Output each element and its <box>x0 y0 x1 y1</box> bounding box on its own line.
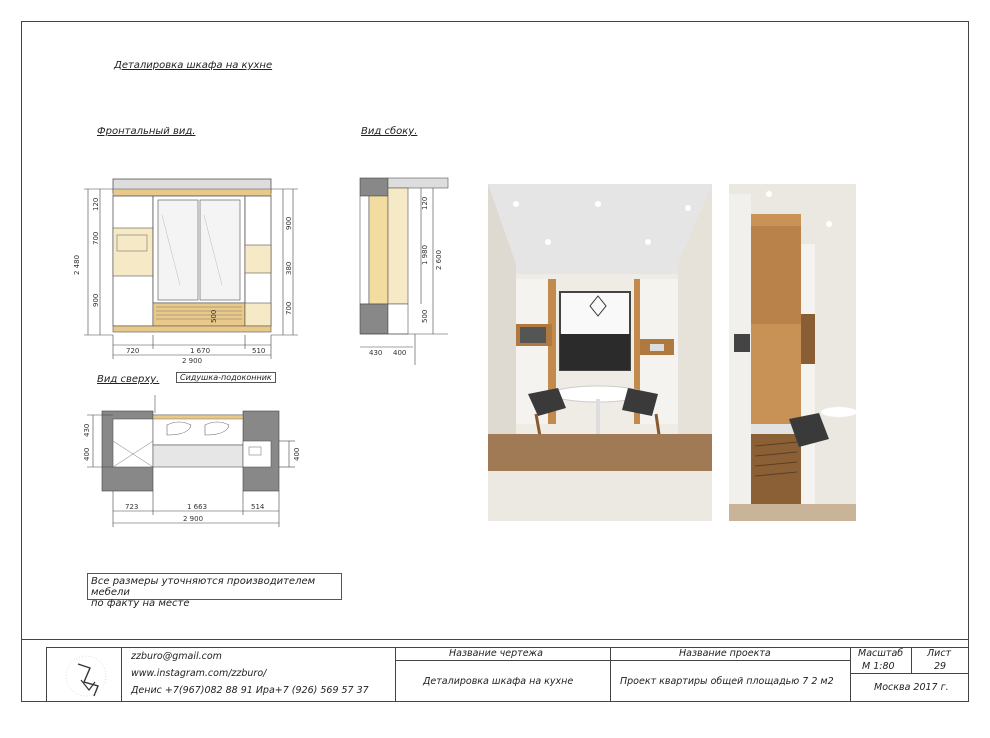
front-dim-r380: 380 <box>285 261 293 275</box>
seat-callout-box: Сидушка-подоконник <box>176 372 276 383</box>
project-name: Проект квартиры общей площадью 7 2 м2 <box>620 676 834 687</box>
front-width-510: 510 <box>252 347 266 355</box>
front-dim-700: 700 <box>92 231 100 245</box>
side-width-430: 430 <box>369 349 383 357</box>
side-dim-500: 500 <box>421 309 429 323</box>
front-height-total: 2 480 <box>73 254 81 275</box>
front-width-total: 2 900 <box>182 357 203 365</box>
side-width-400: 400 <box>393 349 407 357</box>
front-dim-900: 900 <box>92 293 100 307</box>
tb-divider-4 <box>850 648 851 701</box>
front-width-1670: 1 670 <box>190 347 211 355</box>
top-dim-400: 400 <box>83 447 91 461</box>
tb-divider-2 <box>395 648 396 701</box>
dimensions-note <box>87 573 342 609</box>
front-dim-r700: 700 <box>285 301 293 315</box>
scale-header: Масштаб <box>858 648 904 659</box>
front-window-dim: 500 <box>210 309 218 323</box>
kitchen-render-front <box>488 184 712 521</box>
front-view-label: Фронтальный вид. <box>97 126 196 137</box>
top-view-drawing <box>75 385 310 530</box>
scale-value: М 1:80 <box>862 661 895 672</box>
tb-divider-1 <box>121 648 122 701</box>
note-line-1: Все размеры уточняются производителем мебели <box>91 576 316 598</box>
tb-scale-line <box>850 673 968 674</box>
tb-header-line <box>395 660 850 661</box>
title-block <box>46 647 969 702</box>
sheet-number: 29 <box>934 661 947 672</box>
drawing-name: Деталировка шкафа на кухне <box>423 676 574 687</box>
sheet-title: Деталировка шкафа на кухне <box>114 60 273 71</box>
top-width-total: 2 900 <box>183 515 204 523</box>
top-dim-right-400: 400 <box>293 447 301 461</box>
top-view-label: Вид сверху. <box>97 374 160 385</box>
side-view-drawing <box>355 175 455 365</box>
sheet-header: Лист <box>927 648 952 659</box>
front-dim-120: 120 <box>92 197 100 211</box>
side-view-label: Вид сбоку. <box>361 126 418 137</box>
side-dim-120: 120 <box>421 196 429 210</box>
tb-divider-3 <box>610 648 611 701</box>
drawing-name-header: Название чертежа <box>449 648 543 659</box>
top-dim-430: 430 <box>83 423 91 437</box>
instagram-text: www.instagram.com/zzburo/ <box>131 668 267 679</box>
studio-logo <box>53 650 119 700</box>
title-block-divider <box>21 639 969 640</box>
note-line-2: по факту на месте <box>91 598 190 609</box>
project-header: Название проекта <box>679 648 771 659</box>
front-dim-r900: 900 <box>285 216 293 230</box>
top-width-1663: 1 663 <box>187 503 208 511</box>
side-dim-1980: 1 980 <box>421 244 429 265</box>
top-width-723: 723 <box>125 503 139 511</box>
front-view-drawing <box>70 175 305 365</box>
contacts-text: Денис +7(967)082 88 91 Ира+7 (926) 569 57 37 <box>131 685 369 696</box>
top-width-514: 514 <box>251 503 265 511</box>
city-year: Москва 2017 г. <box>874 682 949 693</box>
front-width-720: 720 <box>126 347 140 355</box>
side-dim-2600: 2 600 <box>435 249 443 270</box>
tb-divider-5 <box>911 648 912 674</box>
email-text: zzburo@gmail.com <box>131 651 222 662</box>
kitchen-render-side <box>729 184 856 521</box>
